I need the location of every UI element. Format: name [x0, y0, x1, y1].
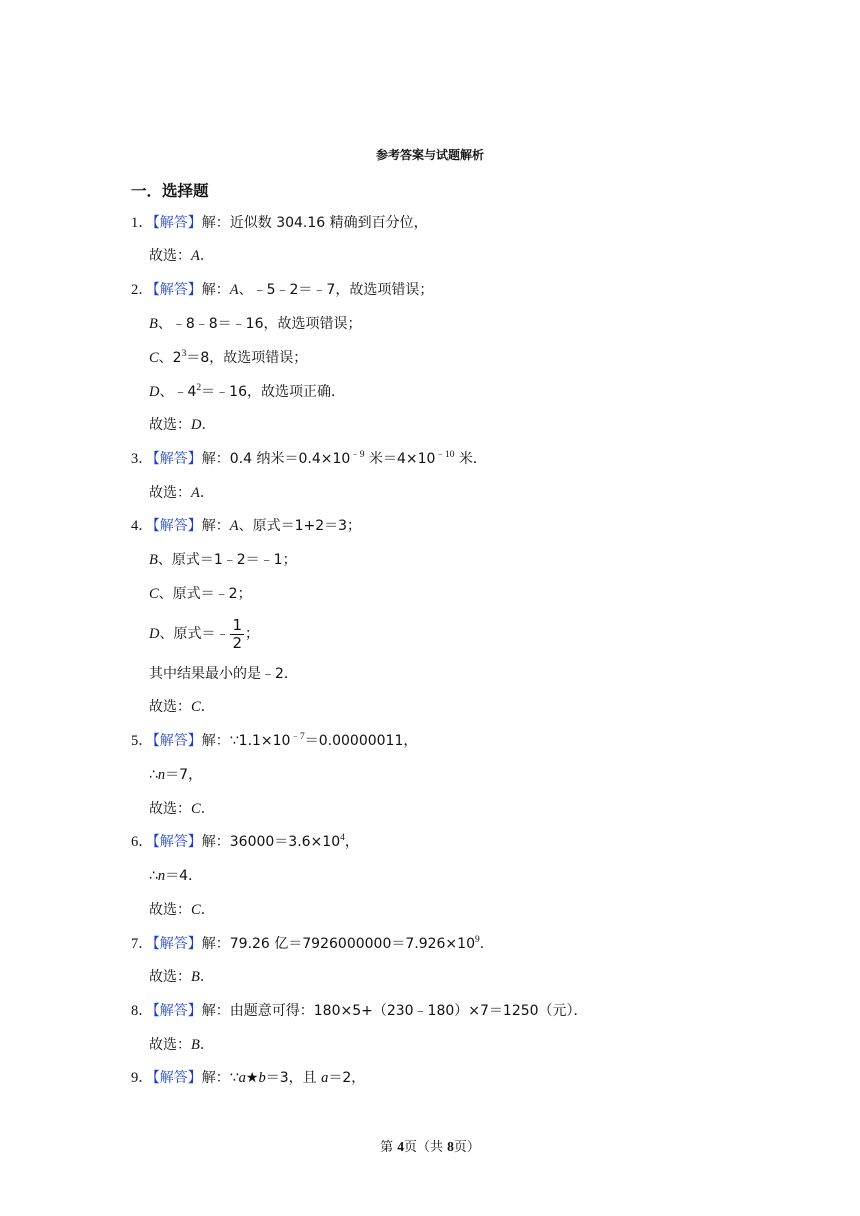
page-title: 参考答案与试题解析	[375, 148, 484, 162]
answer-tag[interactable]: 【解答】	[152, 1070, 202, 1086]
current-page-number: 4	[397, 1139, 404, 1154]
q1-line-1	[131, 213, 428, 233]
q5-line-2: ∴n＝7，	[149, 767, 203, 783]
q4-line-2: B、原式＝1﹣2＝﹣1；	[149, 552, 297, 568]
q2-line-4: D、$﹣4^2=﹣16$，故选项正确．	[149, 383, 345, 400]
answer-tag[interactable]: 【解答】	[152, 834, 202, 850]
q2-line-2: B、﹣8﹣8＝﹣16，故选项错误；	[149, 316, 362, 332]
q4-line-4: D、原式＝﹣ $\frac{1}{2}$ ；	[149, 616, 260, 653]
q6-choice: 故选：C．	[149, 902, 216, 918]
q7-line-1: 7．【解答】解：79.26 亿$=7926000000=7.926\times 10^9$．	[131, 935, 494, 952]
q3-choice: 故选：A．	[149, 485, 215, 501]
q4-line-1: 4．【解答】解：A、原式＝1+2＝3；	[131, 518, 362, 534]
q2-line-1: 2．【解答】解：A、﹣5﹣2＝﹣7，故选项错误；	[131, 282, 434, 298]
q1-number: 1．	[131, 215, 153, 231]
q1-text: 近似数 304.16 精确到百分位，	[229, 215, 428, 231]
answer-tag[interactable]: 【解答】	[152, 451, 202, 467]
q6-line-2: ∴n＝4．	[149, 868, 203, 884]
jie-label: 解：	[201, 215, 230, 231]
q8-line-1: 8．【解答】解：由题意可得：180×5+（230﹣180）×7＝1250（元）．	[131, 1003, 588, 1019]
answer-tag[interactable]: 【解答】	[152, 1003, 202, 1019]
answer-tag[interactable]: 【解答】	[152, 282, 202, 298]
q5-choice: 故选：C．	[149, 801, 216, 817]
q9-line-1: 9．【解答】解：∵a★b＝3，且 a＝2，	[131, 1070, 366, 1086]
total-page-number: 8	[447, 1139, 454, 1154]
q1-choice: 故选：A．	[149, 248, 215, 264]
fraction: $\frac{1}{2}$	[232, 616, 243, 653]
page-footer: 第 4页（共 8页）	[380, 1139, 480, 1155]
q3-line-1: 3．【解答】解：0.4 纳米$=0.4\times 10^{﹣9}$ 米$=4\times 10^{﹣10}$ 米．	[131, 450, 487, 467]
q5-line-1: 5．【解答】解：$\because 1.1\times 10^{﹣7}=0.00000011$，	[131, 732, 418, 749]
answer-tag[interactable]: 【解答】	[152, 518, 202, 534]
q6-line-1: 6．【解答】解：$36000=3.6\times 10^4$，	[131, 833, 359, 850]
q4-choice: 故选：C．	[149, 699, 216, 715]
q2-line-3: C、$2^3=8$，故选项错误；	[149, 349, 308, 366]
q7-choice: 故选：B．	[149, 969, 215, 985]
q8-choice: 故选：B．	[149, 1037, 215, 1053]
answer-tag[interactable]: 【解答】	[152, 215, 202, 231]
section-heading: 一．选择题	[131, 182, 209, 200]
star-symbol: ★	[245, 1070, 259, 1086]
answer-tag[interactable]: 【解答】	[152, 733, 202, 749]
q4-line-5: 其中结果最小的是﹣2．	[149, 666, 298, 682]
answer-tag[interactable]: 【解答】	[152, 936, 202, 952]
q2-choice: 故选：D．	[149, 417, 216, 433]
q4-line-3: C、原式＝﹣2；	[149, 586, 252, 602]
